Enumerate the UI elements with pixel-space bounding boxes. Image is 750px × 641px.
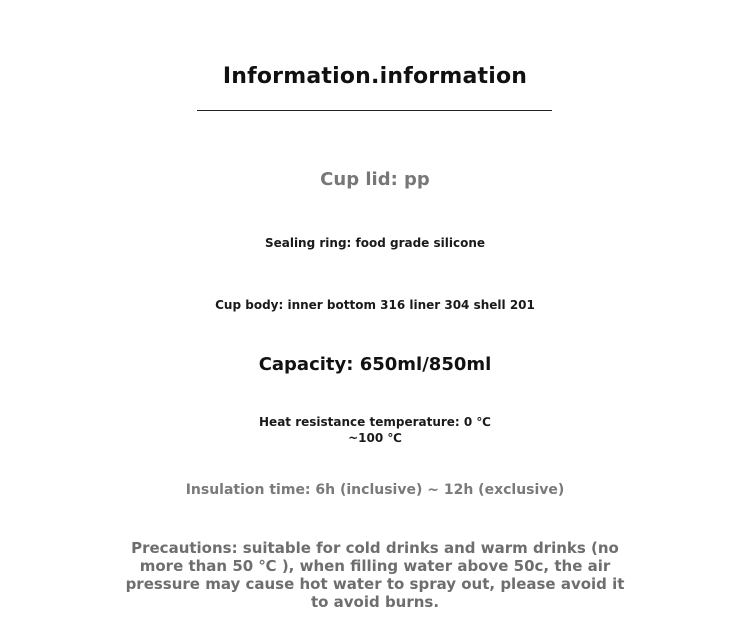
spec-heat-resistance	[0, 414, 750, 446]
spec-cup-lid: Cup lid: pp	[320, 169, 430, 190]
spec-precautions: Precautions: suitable for cold drinks and warm drinks (no more than 50 ℃ ), when filling water above 50c, the air pressure may cause hot water to spray out, please avoid it to avoid burns.	[125, 539, 625, 611]
spec-sealing-ring: Sealing ring: food grade silicone	[264, 236, 486, 250]
spec-capacity: Capacity: 650ml/850ml	[258, 354, 492, 375]
page-title: Information.information	[222, 64, 528, 89]
spec-heat-resistance-line2: ~100 ℃	[348, 431, 402, 445]
spec-insulation-time: Insulation time: 6h (inclusive) ~ 12h (exclusive)	[185, 482, 565, 498]
spec-heat-resistance-line1: Heat resistance temperature: 0 ℃	[259, 415, 491, 429]
title-divider	[197, 110, 552, 111]
spec-cup-body: Cup body: inner bottom 316 liner 304 shell 201	[215, 298, 535, 312]
